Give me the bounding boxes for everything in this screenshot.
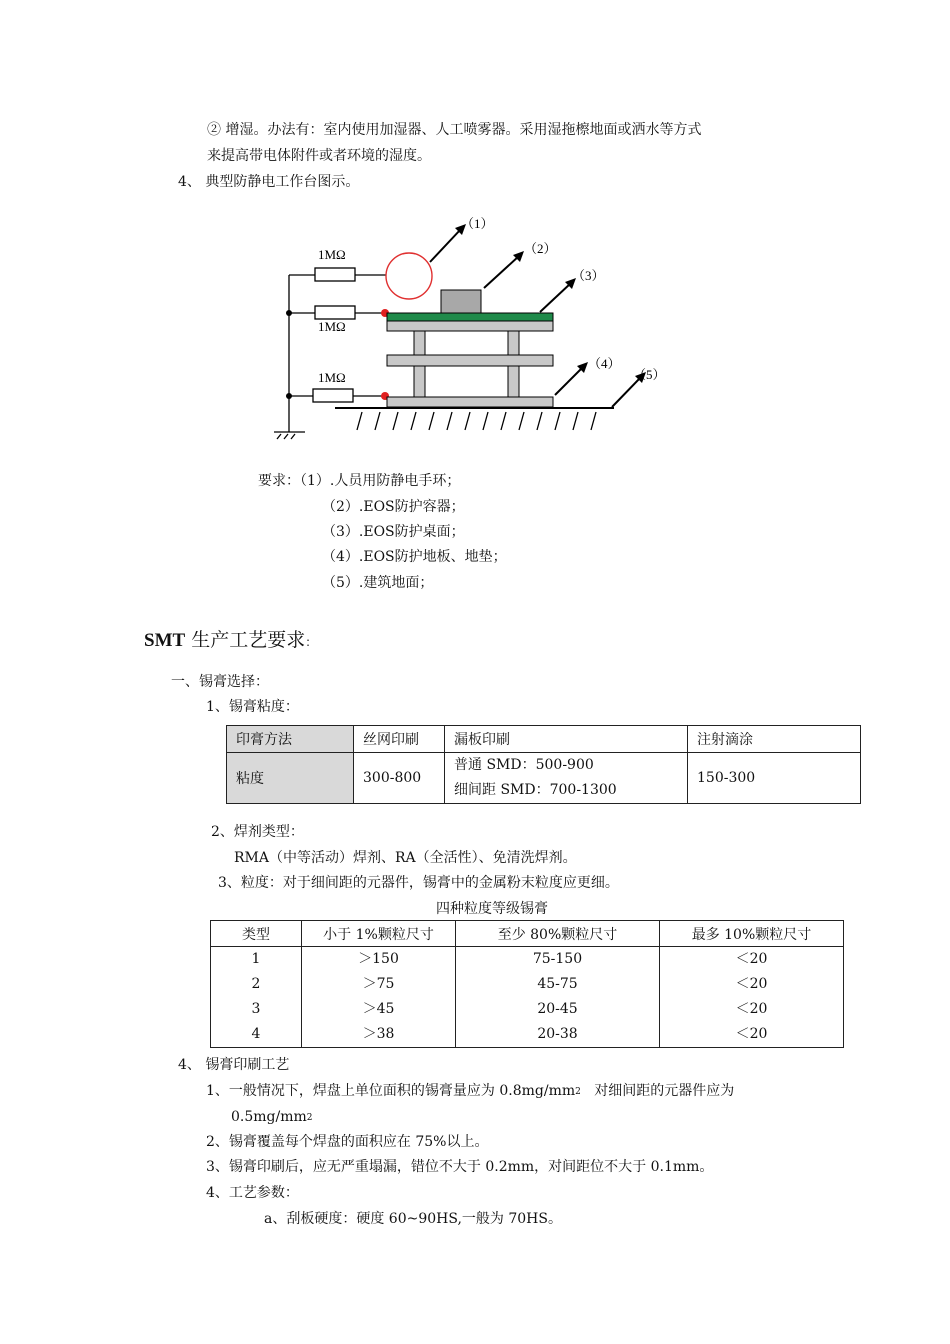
table-cell: 20-45 [537,1001,578,1017]
part4-heading: 4、 锡膏印刷工艺 [178,1057,290,1073]
header-cell: 小于 1%颗粒尺寸 [302,921,456,947]
table-cell: 1 [251,951,261,967]
header-cell: 印膏方法 [227,726,354,753]
table-cell: 20-38 [537,1026,578,1042]
table-cell: ＜20 [735,951,768,967]
section-title-rest: 生产工艺要求 [185,629,306,651]
callout-label-3: （3） [572,268,605,283]
table-cell: 2 [251,976,261,992]
table-cell: 300-800 [354,753,445,804]
type-column [211,947,302,1048]
header-cell: 丝网印刷 [354,726,445,753]
stencil-line-1: 普通 SMD：500-900 [454,757,594,773]
table-body [211,947,844,1048]
table-cell: 150-300 [688,753,861,804]
table-row [227,753,861,804]
particle-size-table [210,920,844,1048]
requirement-item: （5）.建筑地面； [322,575,434,591]
table-cell [445,753,688,804]
section-title [144,628,317,654]
resistor-label-3: 1MΩ [318,370,346,385]
table-cell: ＜20 [735,976,768,992]
table2-caption: 四种粒度等级锡膏 [436,901,548,917]
table-cell: ＜20 [735,1001,768,1017]
part4-p1c-text: 0.5mg/mm [231,1109,307,1125]
part4-p2: 2、锡膏覆盖每个焊盘的面积应在 75%以上。 [206,1134,489,1150]
antistatic-workbench-figure [0,0,950,460]
at-most-10pct-column [660,947,844,1048]
requirement-item: （2）.EOS防护容器； [322,499,465,515]
sub2-text: RMA（中等活动）焊剂、RA（全活性）、免清洗焊剂。 [234,850,577,866]
part4-p1-text: 1、一般情况下，焊盘上单位面积的锡膏量应为 0.8mg/mm [206,1083,576,1099]
stencil-line-2: 细间距 SMD：700-1300 [454,782,617,798]
table-cell: ＞150 [358,951,399,967]
resistor-label-1: 1MΩ [318,247,346,262]
header-cell: 注射滴涂 [688,726,861,753]
table-cell: 75-150 [532,951,583,967]
resistor-label-2: 1MΩ [318,319,346,334]
header-cell: 漏板印刷 [445,726,688,753]
sub2-heading: 2、焊剂类型： [211,824,304,840]
table-header-row [227,726,861,753]
sub3-text: 3、粒度：对于细间距的元器件，锡膏中的金属粉末粒度应更细。 [218,875,619,891]
item-4-heading: 4、 典型防静电工作台图示。 [178,174,360,190]
part4-p1-tail: 对细间距的元器件应为 [580,1083,735,1099]
table-cell: 3 [251,1001,261,1017]
part4-p3: 3、锡膏印刷后，应无严重塌漏，错位不大于 0.2mm，对间距位不大于 0.1mm。 [206,1159,714,1175]
header-cell: 类型 [211,921,302,947]
less-than-1pct-column [302,947,456,1048]
part4-p1 [206,1082,734,1101]
table-cell: 4 [251,1026,261,1042]
row-label-cell: 粘度 [227,753,354,804]
callout-label-1: （1） [461,216,494,231]
viscosity-table [226,725,861,804]
part1-heading: 一、锡膏选择： [171,674,269,690]
part4-p1c-sup: 2 [306,1113,313,1123]
requirements-title: 要求：（1）.人员用防静电手环； [258,473,461,489]
intro-line-1: ② 增湿。办法有：室内使用加湿器、人工喷雾器。采用湿拖檫地面或洒水等方式 [207,122,702,138]
table-cell: ＞45 [362,1001,395,1017]
intro-line-2: 来提高带电体附件或者环境的湿度。 [207,148,431,164]
part4-p1-cont [231,1108,313,1127]
requirement-item: （3）.EOS防护桌面； [322,524,465,540]
part4-p4: 4、工艺参数： [206,1185,299,1201]
section-title-bold: SMT [144,630,186,651]
table-cell: ＞75 [362,976,395,992]
callout-label-4: （4） [588,356,621,371]
header-cell: 至少 80%颗粒尺寸 [456,921,660,947]
table-cell: ＞38 [362,1026,395,1042]
table-cell: 45-75 [537,976,578,992]
callout-label-5: （5） [633,367,666,382]
part4-pa: a、刮板硬度：硬度 60~90HS,一般为 70HS。 [264,1211,562,1227]
section-title-tail: ： [305,635,318,649]
table-header-row [211,921,844,947]
sub1-heading: 1、锡膏粘度： [206,699,299,715]
header-cell: 最多 10%颗粒尺寸 [660,921,844,947]
callout-label-2: （2） [524,241,557,256]
at-least-80pct-column [456,947,660,1048]
requirement-item: （4）.EOS防护地板、地垫； [322,549,507,565]
table-cell: ＜20 [735,1026,768,1042]
part4-p1-sup: 2 [575,1087,581,1097]
